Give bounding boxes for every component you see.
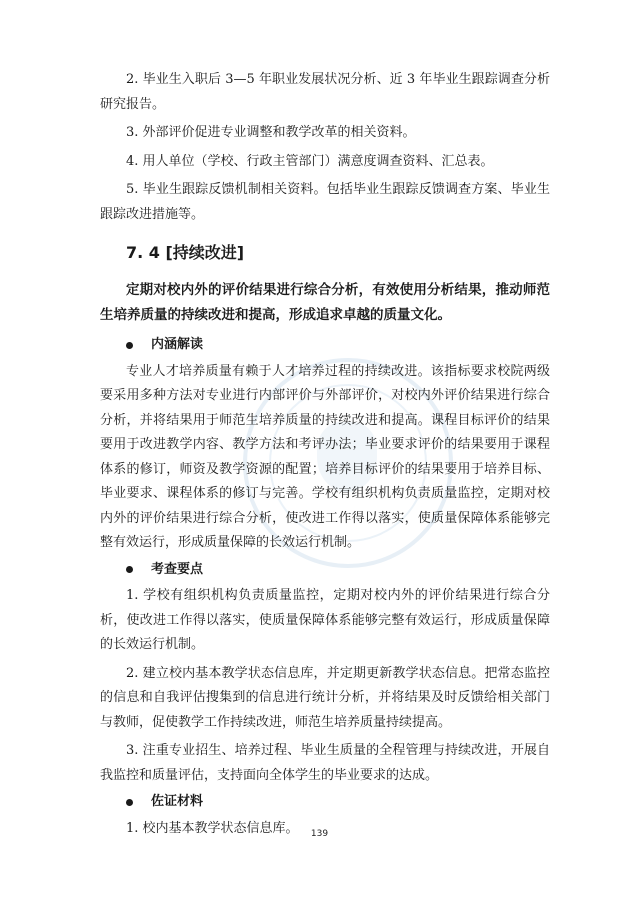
top-item: 3. 外部评价促进专业调整和教学改革的相关资料。 [126, 125, 416, 140]
key-points-heading-label: 考查要点 [151, 561, 204, 577]
section-title: 7. 4 [持续改进] [126, 243, 245, 262]
page-content [100, 68, 550, 841]
connotation-text: 专业人才培养质量有赖于人才培养过程的持续改进。该指标要求校院两级要采用多种方法对专业进行内部评价与外部评价，对校内外评价结果进行综合分析，并将结果用于师范生培养质量的持续改进和提高。课程目标评价的结果要用于改进教学内容、教学方法和考评办法；毕业要求评价的结果要用于课程体系的修订，师资及教学资源的配置；培养目标评价的结果要用于培养目标、毕业要求、课程体系的修订与完善。学校有组织机构负责质量监控，定期对校内外的评价结果进行综合分析，使改进工作得以落实，使质量保障体系能够完整有效运行，形成质量保障的长效运行机制。 [100, 363, 550, 550]
key-point-item: 1. 学校有组织机构负责质量监控，定期对校内外的评价结果进行综合分析，使改进工作得以落实，使质量保障体系能够完整有效运行，形成质量保障的长效运行机制。 [100, 588, 550, 652]
top-item: 5. 毕业生跟踪反馈机制相关资料。包括毕业生跟踪反馈调查方案、毕业生跟踪改进措施等。 [100, 182, 550, 222]
key-point-item: 3. 注重专业招生、培养过程、毕业生质量的全程管理与持续改进，开展自我监控和质量评估，支持面向全体学生的毕业要求的达成。 [100, 743, 550, 783]
evidence-item: 1. 校内基本教学状态信息库。 [126, 820, 299, 836]
bullet-icon [126, 799, 133, 806]
bullet-icon [126, 342, 133, 349]
top-item: 2. 毕业生入职后 3—5 年职业发展状况分析、近 3 年毕业生跟踪调查分析研究报告。 [100, 72, 550, 112]
connotation-heading-label: 内涵解读 [151, 337, 204, 352]
evidence-heading [100, 790, 550, 815]
evidence-heading-label: 佐证材料 [151, 794, 204, 809]
key-points-heading [100, 558, 550, 583]
key-point-item: 2. 建立校内基本教学状态信息库，并定期更新教学状态信息。把常态监控的信息和自我评估搜集到的信息进行统计分析，并将结果及时反馈给相关部门与教师，促使教学工作持续改进，师范生培养质量持续提高。 [100, 665, 550, 730]
top-item: 4. 用人单位（学校、行政主管部门）满意度调查资料、汇总表。 [126, 153, 494, 169]
section-lead: 定期对校内外的评价结果进行综合分析，有效使用分析结果，推动师范生培养质量的持续改进和提高，形成追求卓越的质量文化。 [100, 282, 550, 323]
bullet-icon [126, 566, 133, 573]
page-number: 139 [310, 829, 329, 839]
connotation-heading [100, 333, 550, 358]
